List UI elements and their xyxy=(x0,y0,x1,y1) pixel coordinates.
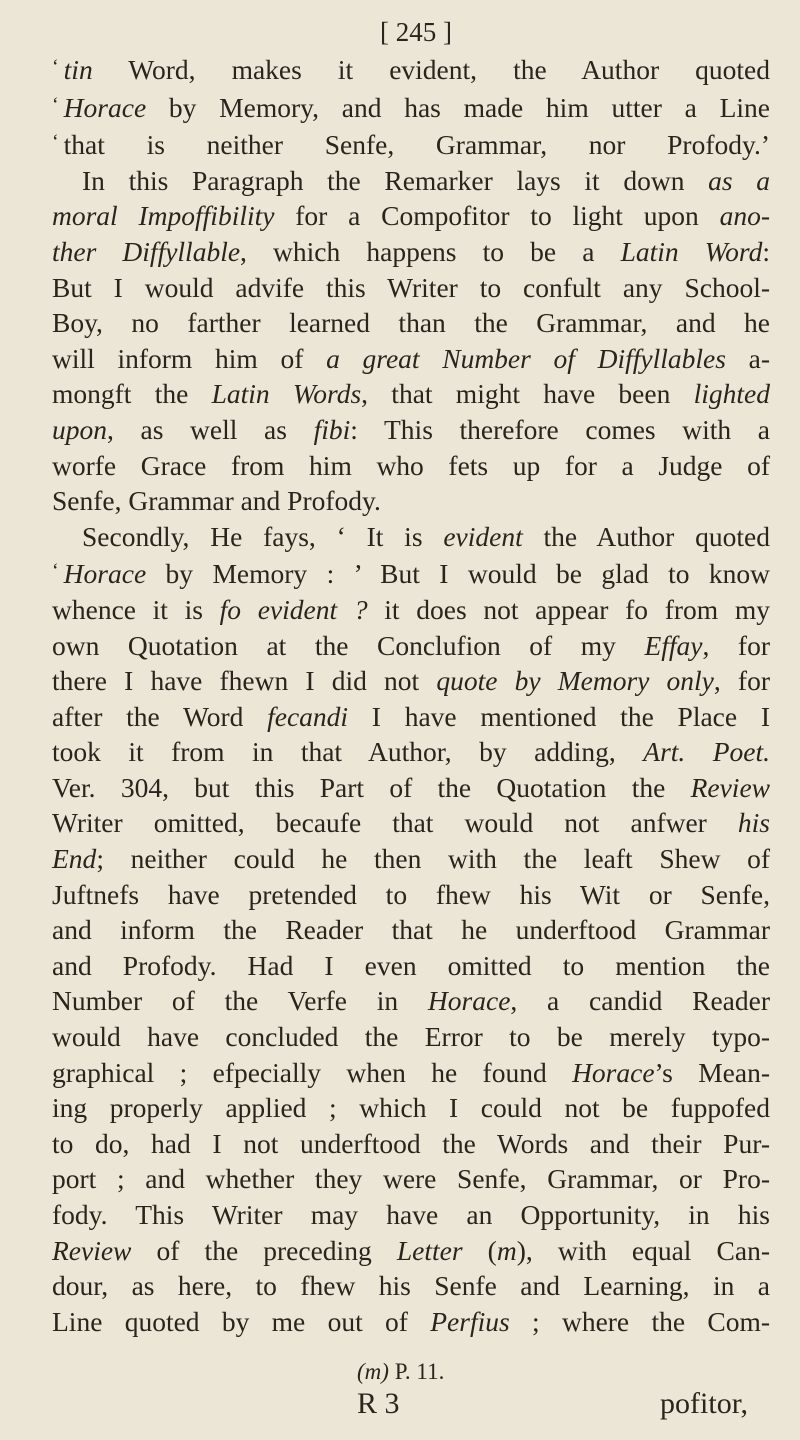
text-line: Ver. 304, but this Part of the Quotation the Review xyxy=(52,771,770,803)
text-line: and Profody. Had I even omitted to mention the xyxy=(52,949,770,981)
footnote xyxy=(52,1357,770,1387)
text-line: ther Diffyllable, which happens to be a Latin Word: xyxy=(52,235,771,267)
text-line: In this Paragraph the Remarker lays it down as a xyxy=(82,164,770,196)
text-line: Line quoted by me out of Perfius ; where the Com- xyxy=(52,1305,770,1337)
text-line: ‘ that is neither Senfe, Grammar, nor Profody.’ xyxy=(52,129,770,161)
text-line: Review of the preceding Letter (m), with equal Can- xyxy=(52,1234,770,1266)
text-line: Senfe, Grammar and Profody. xyxy=(52,485,381,517)
text-line: ‘ Horace by Memory, and has made him utter a Line xyxy=(52,91,770,123)
body-text xyxy=(52,50,770,1339)
text-line: But I would advife this Writer to confult any School- xyxy=(52,271,770,303)
signature-mark: R 3 xyxy=(357,1387,400,1421)
text-line: would have concluded the Error to be merely typo- xyxy=(52,1021,770,1053)
text-line: Juftnefs have pretended to fhew his Wit or Senfe, xyxy=(52,878,770,910)
footnote-text: P. 11. xyxy=(394,1359,445,1385)
text-line: Secondly, He fays, ‘ It is evident the Author quoted xyxy=(82,520,770,552)
text-line: upon, as well as fibi: This therefore comes with a xyxy=(52,413,770,445)
text-line: will inform him of a great Number of Diffyllables a- xyxy=(52,342,770,374)
text-line: worfe Grace from him who fets up for a Judge of xyxy=(52,449,770,481)
text-line: End; neither could he then with the leaft Shew of xyxy=(52,843,770,875)
text-line: Boy, no farther learned than the Grammar, and he xyxy=(52,307,770,339)
text-line: Number of the Verfe in Horace, a candid Reader xyxy=(52,985,770,1017)
text-line: moral Impoffibility for a Compofitor to light upon ano- xyxy=(52,200,770,232)
text-line: fody. This Writer may have an Opportunity, in his xyxy=(52,1199,770,1230)
text-line: ing properly applied ; which I could not be fuppofed xyxy=(52,1092,770,1124)
text-line: mongft the Latin Words, that might have been lighted xyxy=(52,378,770,410)
text-line: Writer omitted, becaufe that would not anfwer his xyxy=(52,807,770,839)
text-line: and inform the Reader that he underftood Grammar xyxy=(52,914,770,946)
text-line: dour, as here, to fhew his Senfe and Learning, in a xyxy=(52,1270,770,1302)
text-line: port ; and whether they were Senfe, Grammar, or Pro- xyxy=(52,1163,770,1195)
text-line: there I have fhewn I did not quote by Memory only, for xyxy=(52,665,770,697)
catchword: pofitor, xyxy=(660,1387,748,1421)
text-line: after the Word fecandi I have mentioned the Place I xyxy=(52,700,770,732)
text-line: to do, had I not underftood the Words and their Pur- xyxy=(52,1127,770,1159)
footnote-marker: (m) xyxy=(357,1359,389,1385)
text-line: took it from in that Author, by adding, Art. Poet. xyxy=(52,736,771,768)
page-footer xyxy=(52,1387,770,1427)
text-line: whence it is fo evident ? it does not appear fo from my xyxy=(52,593,771,625)
text-line: ‘ Horace by Memory : ’ But I would be glad to know xyxy=(52,558,770,590)
page-number: [ 245 ] xyxy=(380,17,452,47)
text-line: own Quotation at the Conclufion of my Effay, for xyxy=(52,629,770,661)
text-line: ‘ tin Word, makes it evident, the Author quoted xyxy=(52,54,770,85)
text-line: graphical ; efpecially when he found Horace’s Mean- xyxy=(52,1056,770,1088)
